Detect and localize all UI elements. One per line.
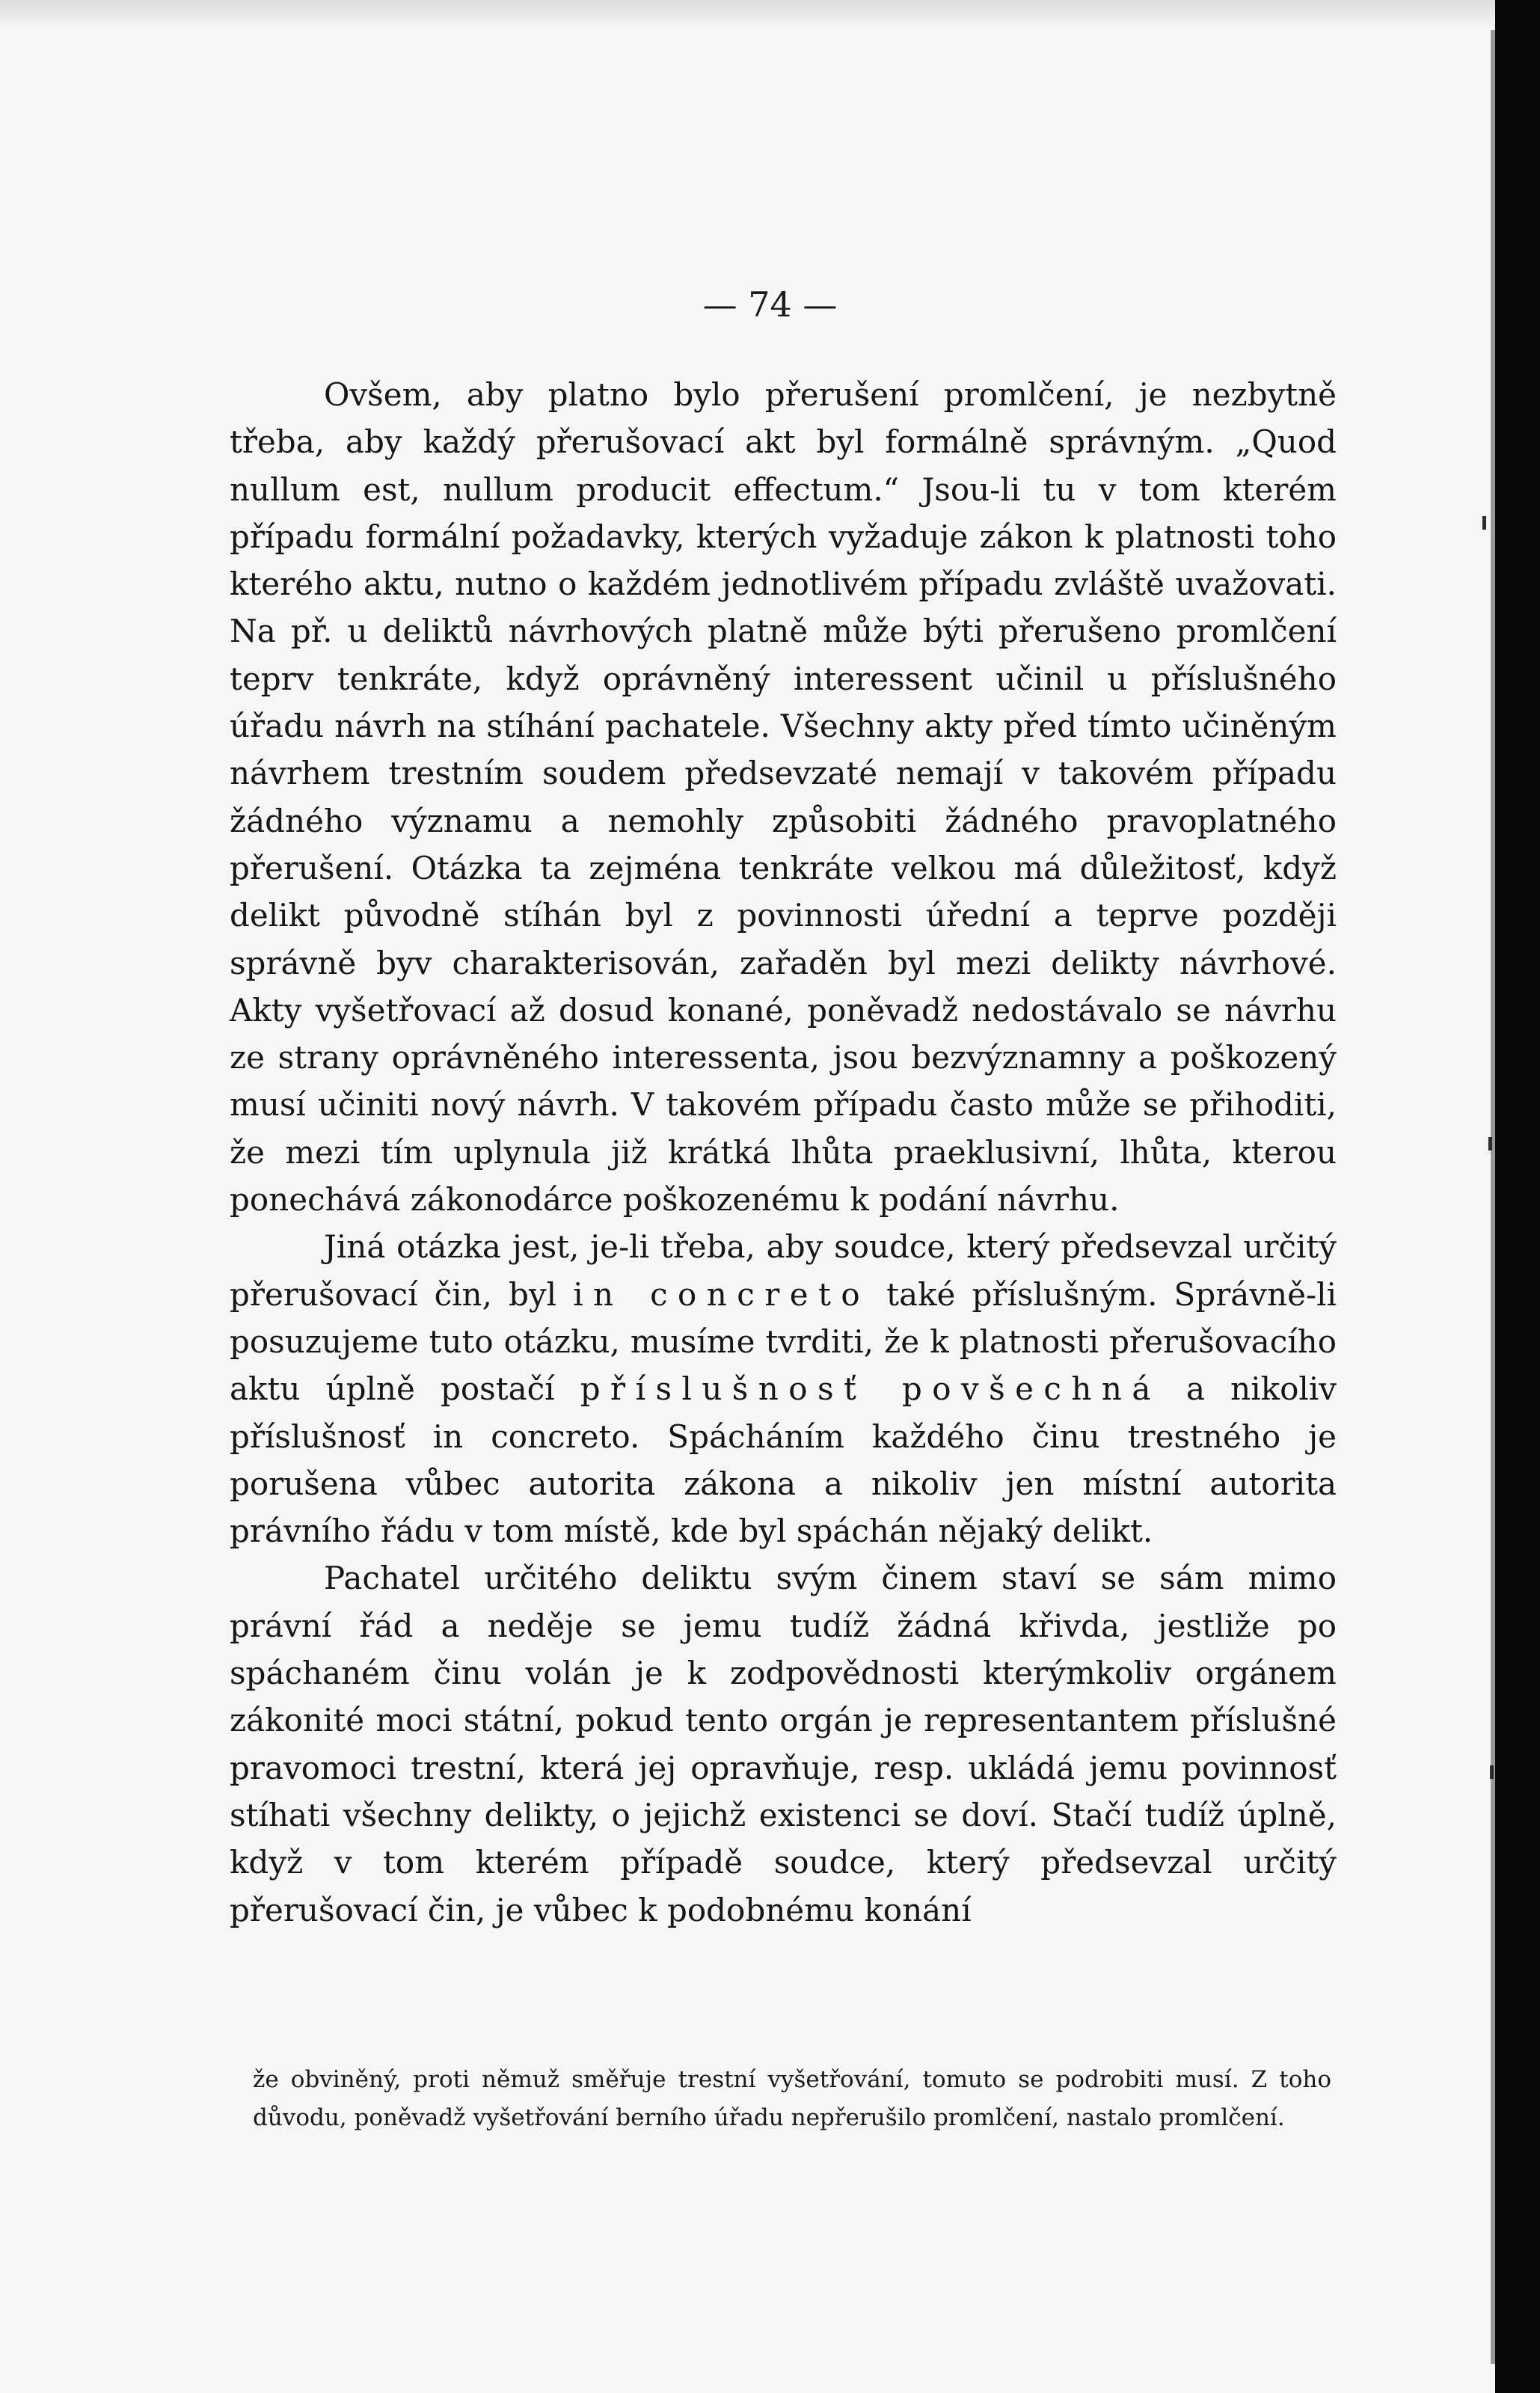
paragraph: [230, 1223, 1337, 1554]
scan-speck: [1488, 1137, 1492, 1150]
page-edge-shadow: [1491, 30, 1495, 2364]
paragraph: [230, 1554, 1337, 1933]
scan-speck: [1490, 1765, 1494, 1779]
spaced-emphasis: příslušnosť povšechná: [580, 1370, 1161, 1408]
paragraph-text: Pachatel určitého deliktu svým činem staví se sám mimo právní řád a neděje se jemu tudíž žádná křivda, jestliže po spáchaném činu volán je k zodpovědnosti kterýmkoliv orgánem zákonité moci státní, pokud tento orgán je representantem příslušné pravomoci trestní, která jej opravňuje, resp. ukládá jemu povinnosť stíhati všechny delikty, o jejichž existenci se doví. Stačí tudíž úplně, když v tom kterém případě soudce, který předsevzal určitý přerušovací čin, je vůbec k podobnému konání: [230, 1560, 1337, 1928]
paragraph-text: také příslušným. Správně-li posuzujeme tuto otázku, musíme tvrditi, že k platnosti přerušovacího aktu úplně postačí: [230, 1275, 1337, 1408]
page-number: — 74 —: [702, 284, 838, 325]
paragraph-text: Jiná otázka jest, je-li třeba, aby soudce, který předsevzal určitý přerušovací čin, byl: [230, 1228, 1337, 1313]
paragraph: [230, 371, 1337, 1223]
paragraph-text: a nikoliv příslušnosť in concreto. Spácháním každého činu trestného je porušena vůbec autorita zákona a nikoliv jen místní autorita právního řádu v tom místě, kde byl spáchán nějaký delikt.: [230, 1370, 1337, 1550]
spaced-emphasis: in concreto: [573, 1275, 871, 1313]
paragraph-text: Ovšem, aby platno bylo přerušení promlčení, je nezbytně třeba, aby každý přerušovací akt byl formálně správným. „Quod nullum est, nullum producit effectum.“ Jsou-li tu v tom kterém případu formální požadavky, kterých vyžaduje zákon k platnosti toho kterého aktu, nutno o každém jednotlivém případu zvláště uvažovati. Na př. u deliktů návrhových platně může býti přerušeno promlčení teprv tenkráte, když oprávněný interessent učinil u příslušného úřadu návrh na stíhání pachatele. Všechny akty před tímto učiněným návrhem trestním soudem předsevzaté nemají v takovém případu žádného významu a nemohly způsobiti žádného pravoplatného přerušení. Otázka ta zejména tenkráte velkou má důležitosť, když delikt původně stíhán byl z povinnosti úřední a teprve později správně byv charakterisován, zařaděn byl mezi delikty návrhové. Akty vyšetřovací až dosud konané, poněvadž nedostávalo se návrhu ze strany oprávněného interessenta, jsou bezvýznamny a poškozený musí učiniti nový návrh. V takovém případu často může se přihoditi, že mezi tím uplynula již krátká lhůta praeklusivní, lhůta, kterou ponechává zákonodárce poškozenému k podání návrhu.: [230, 376, 1337, 1219]
footnote: [253, 2061, 1331, 2137]
scan-border-right: [1495, 0, 1540, 2393]
main-text: [230, 371, 1337, 1934]
footnote-text: že obviněný, proti němuž směřuje trestní vyšetřování, tomuto se podrobiti musí. Z toho důvodu, poněvadž vyšetřování berního úřadu nepřerušilo promlčení, nastalo promlčení.: [253, 2066, 1331, 2131]
top-shadow: [0, 0, 1495, 30]
scan-speck: [1482, 516, 1486, 530]
